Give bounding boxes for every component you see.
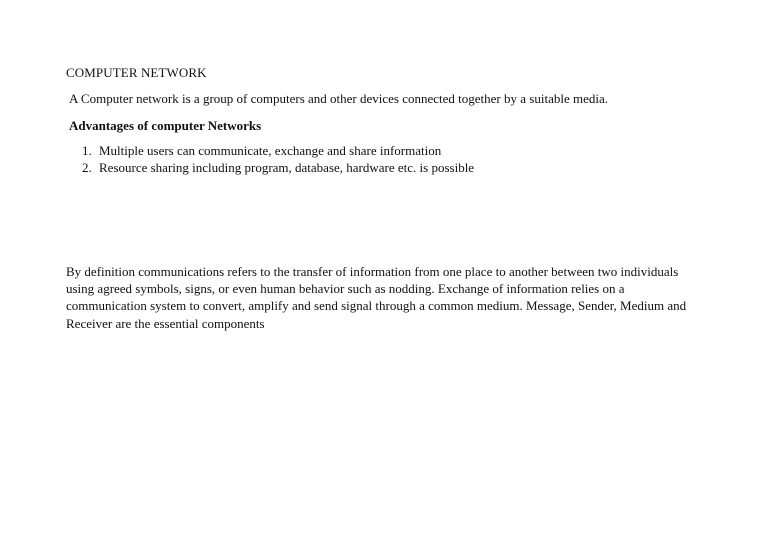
advantages-heading: Advantages of computer Networks	[69, 118, 262, 133]
intro-paragraph: A Computer network is a group of computers and other devices connected together by a suitable media.	[69, 91, 608, 106]
list-item-number: 1.	[82, 143, 92, 158]
list-item-text: Resource sharing including program, database, hardware etc. is possible	[99, 159, 475, 175]
list-item-number: 2.	[82, 159, 92, 175]
list-item	[82, 160, 474, 177]
advantages-list	[82, 143, 474, 176]
list-item	[82, 143, 474, 160]
communication-paragraph: By definition communications refers to the transfer of information from one place to another between two individuals using agreed symbols, signs, or even human behavior such as nodding. Exchange of information relies on a communication system to convert, amplify and send signal through a common medium. Message, Sender, Medium and Receiver are the essential components	[66, 264, 687, 331]
document-title: COMPUTER NETWORK	[66, 65, 207, 80]
list-item-text: Multiple users can communicate, exchange and share information	[99, 143, 442, 158]
